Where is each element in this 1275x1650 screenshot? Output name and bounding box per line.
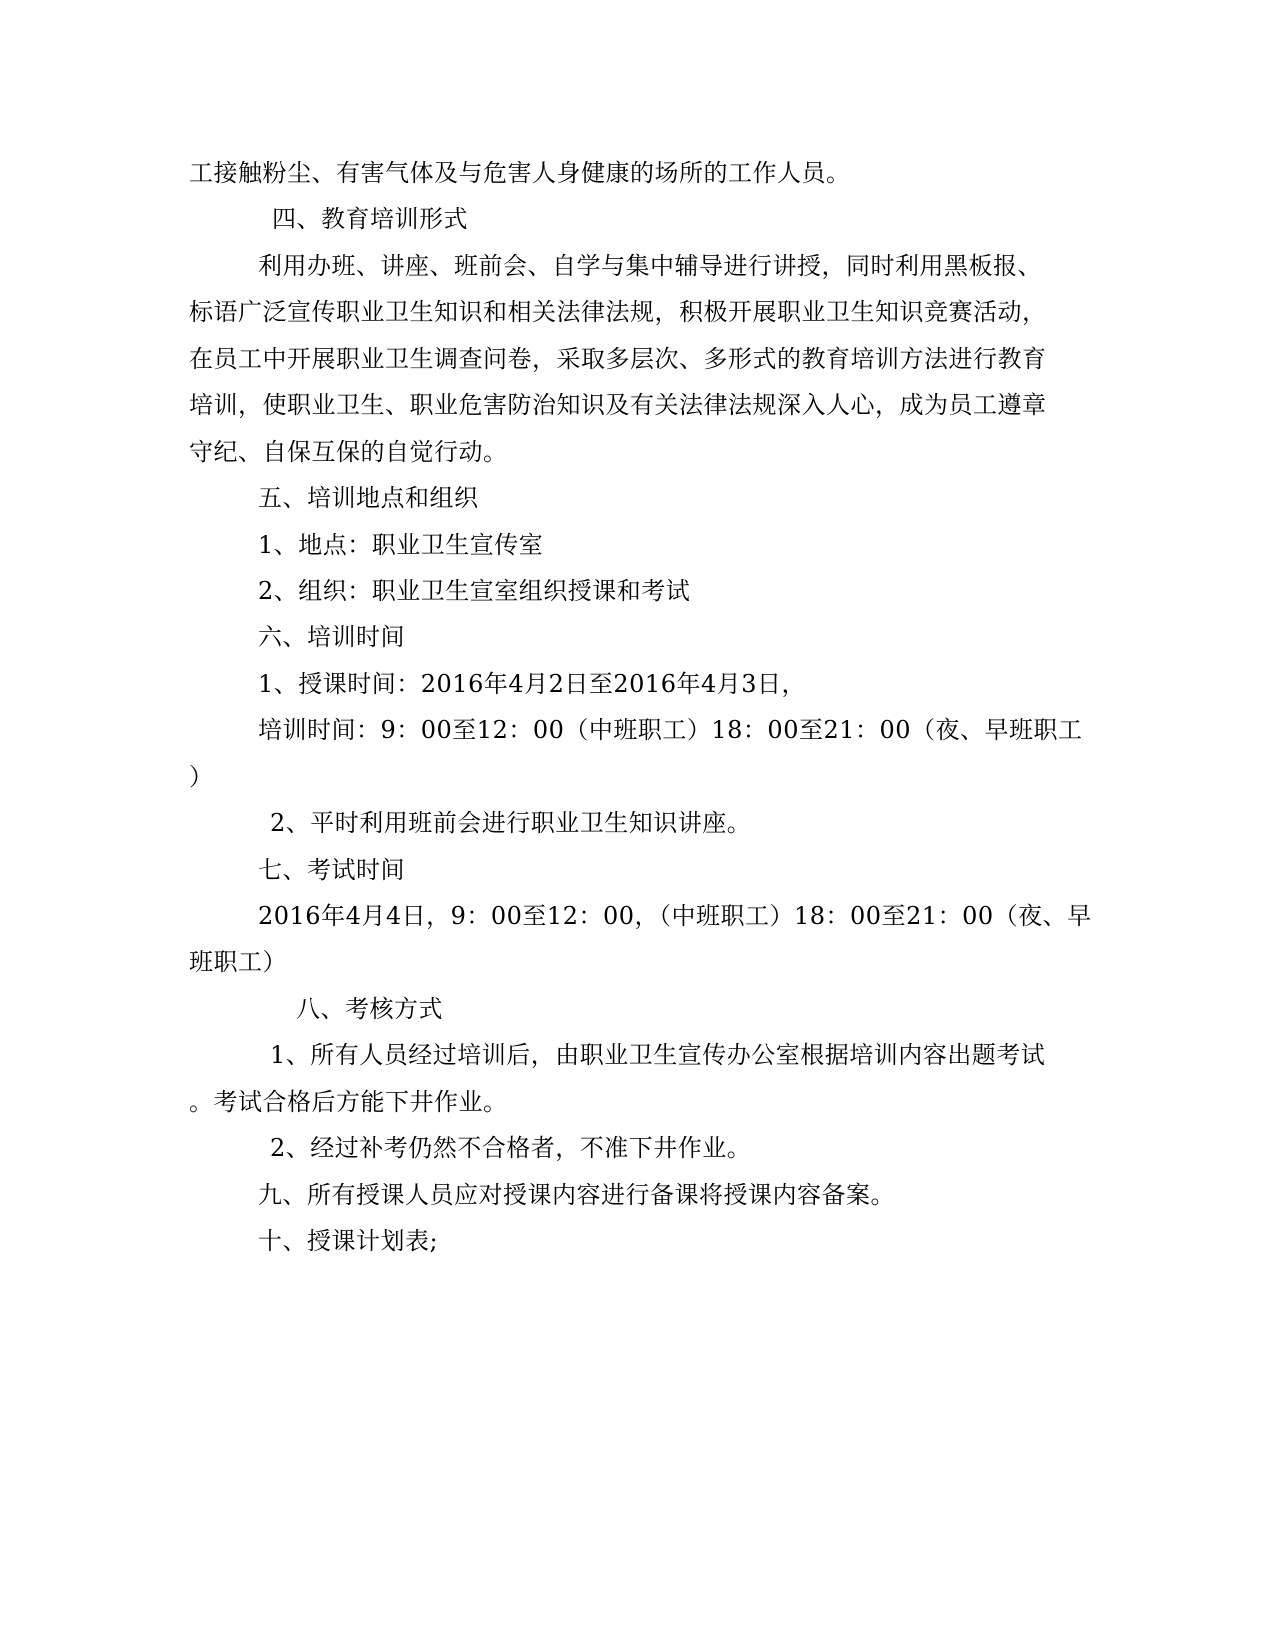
text-line: 培训时间：9：00至12：00（中班职工）18：00至21：00（夜、早班职工: [258, 716, 1083, 744]
text-line: 在员工中开展职业卫生调查问卷，采取多层次、多形式的教育培训方法进行教育: [189, 345, 1047, 373]
section-heading: 五、培训地点和组织: [258, 484, 479, 512]
text-line: 1、授课时间：2016年4月2日至2016年4月3日，: [258, 670, 807, 698]
text-line: 2016年4月4日，9：00至12：00，（中班职工）18：00至21：00（夜、早: [258, 902, 1092, 930]
section-heading: 六、培训时间: [258, 623, 405, 651]
section-heading: 四、教育培训形式: [272, 205, 468, 233]
text-line: 工接触粉尘、有害气体及与危害人身健康的场所的工作人员。: [189, 159, 851, 187]
section-heading: 八、考核方式: [296, 995, 443, 1023]
text-line: 2、组织：职业卫生宣室组织授课和考试: [258, 577, 691, 605]
text-line: 守纪、自保互保的自觉行动。: [189, 438, 508, 466]
text-line: ）: [189, 763, 214, 791]
text-line: 培训，使职业卫生、职业危害防治知识及有关法律法规深入人心，成为员工遵章: [189, 391, 1047, 419]
text-line: 2、平时利用班前会进行职业卫生知识讲座。: [270, 809, 752, 837]
text-line: 。考试合格后方能下井作业。: [189, 1088, 508, 1116]
text-line: 1、地点：职业卫生宣传室: [258, 531, 544, 559]
text-line: 标语广泛宣传职业卫生知识和相关法律法规，积极开展职业卫生知识竞赛活动，: [189, 298, 1047, 326]
text-line: 利用办班、讲座、班前会、自学与集中辅导进行讲授，同时利用黑板报、: [258, 252, 1042, 280]
text-line: 1、所有人员经过培训后，由职业卫生宣传办公室根据培训内容出题考试: [270, 1041, 1046, 1069]
section-heading: 七、考试时间: [258, 856, 405, 884]
text-line: 班职工）: [189, 948, 287, 976]
text-line: 2、经过补考仍然不合格者，不准下井作业。: [270, 1134, 752, 1162]
section-heading: 九、所有授课人员应对授课内容进行备课将授课内容备案。: [258, 1181, 895, 1209]
section-heading: 十、授课计划表;: [258, 1227, 439, 1255]
